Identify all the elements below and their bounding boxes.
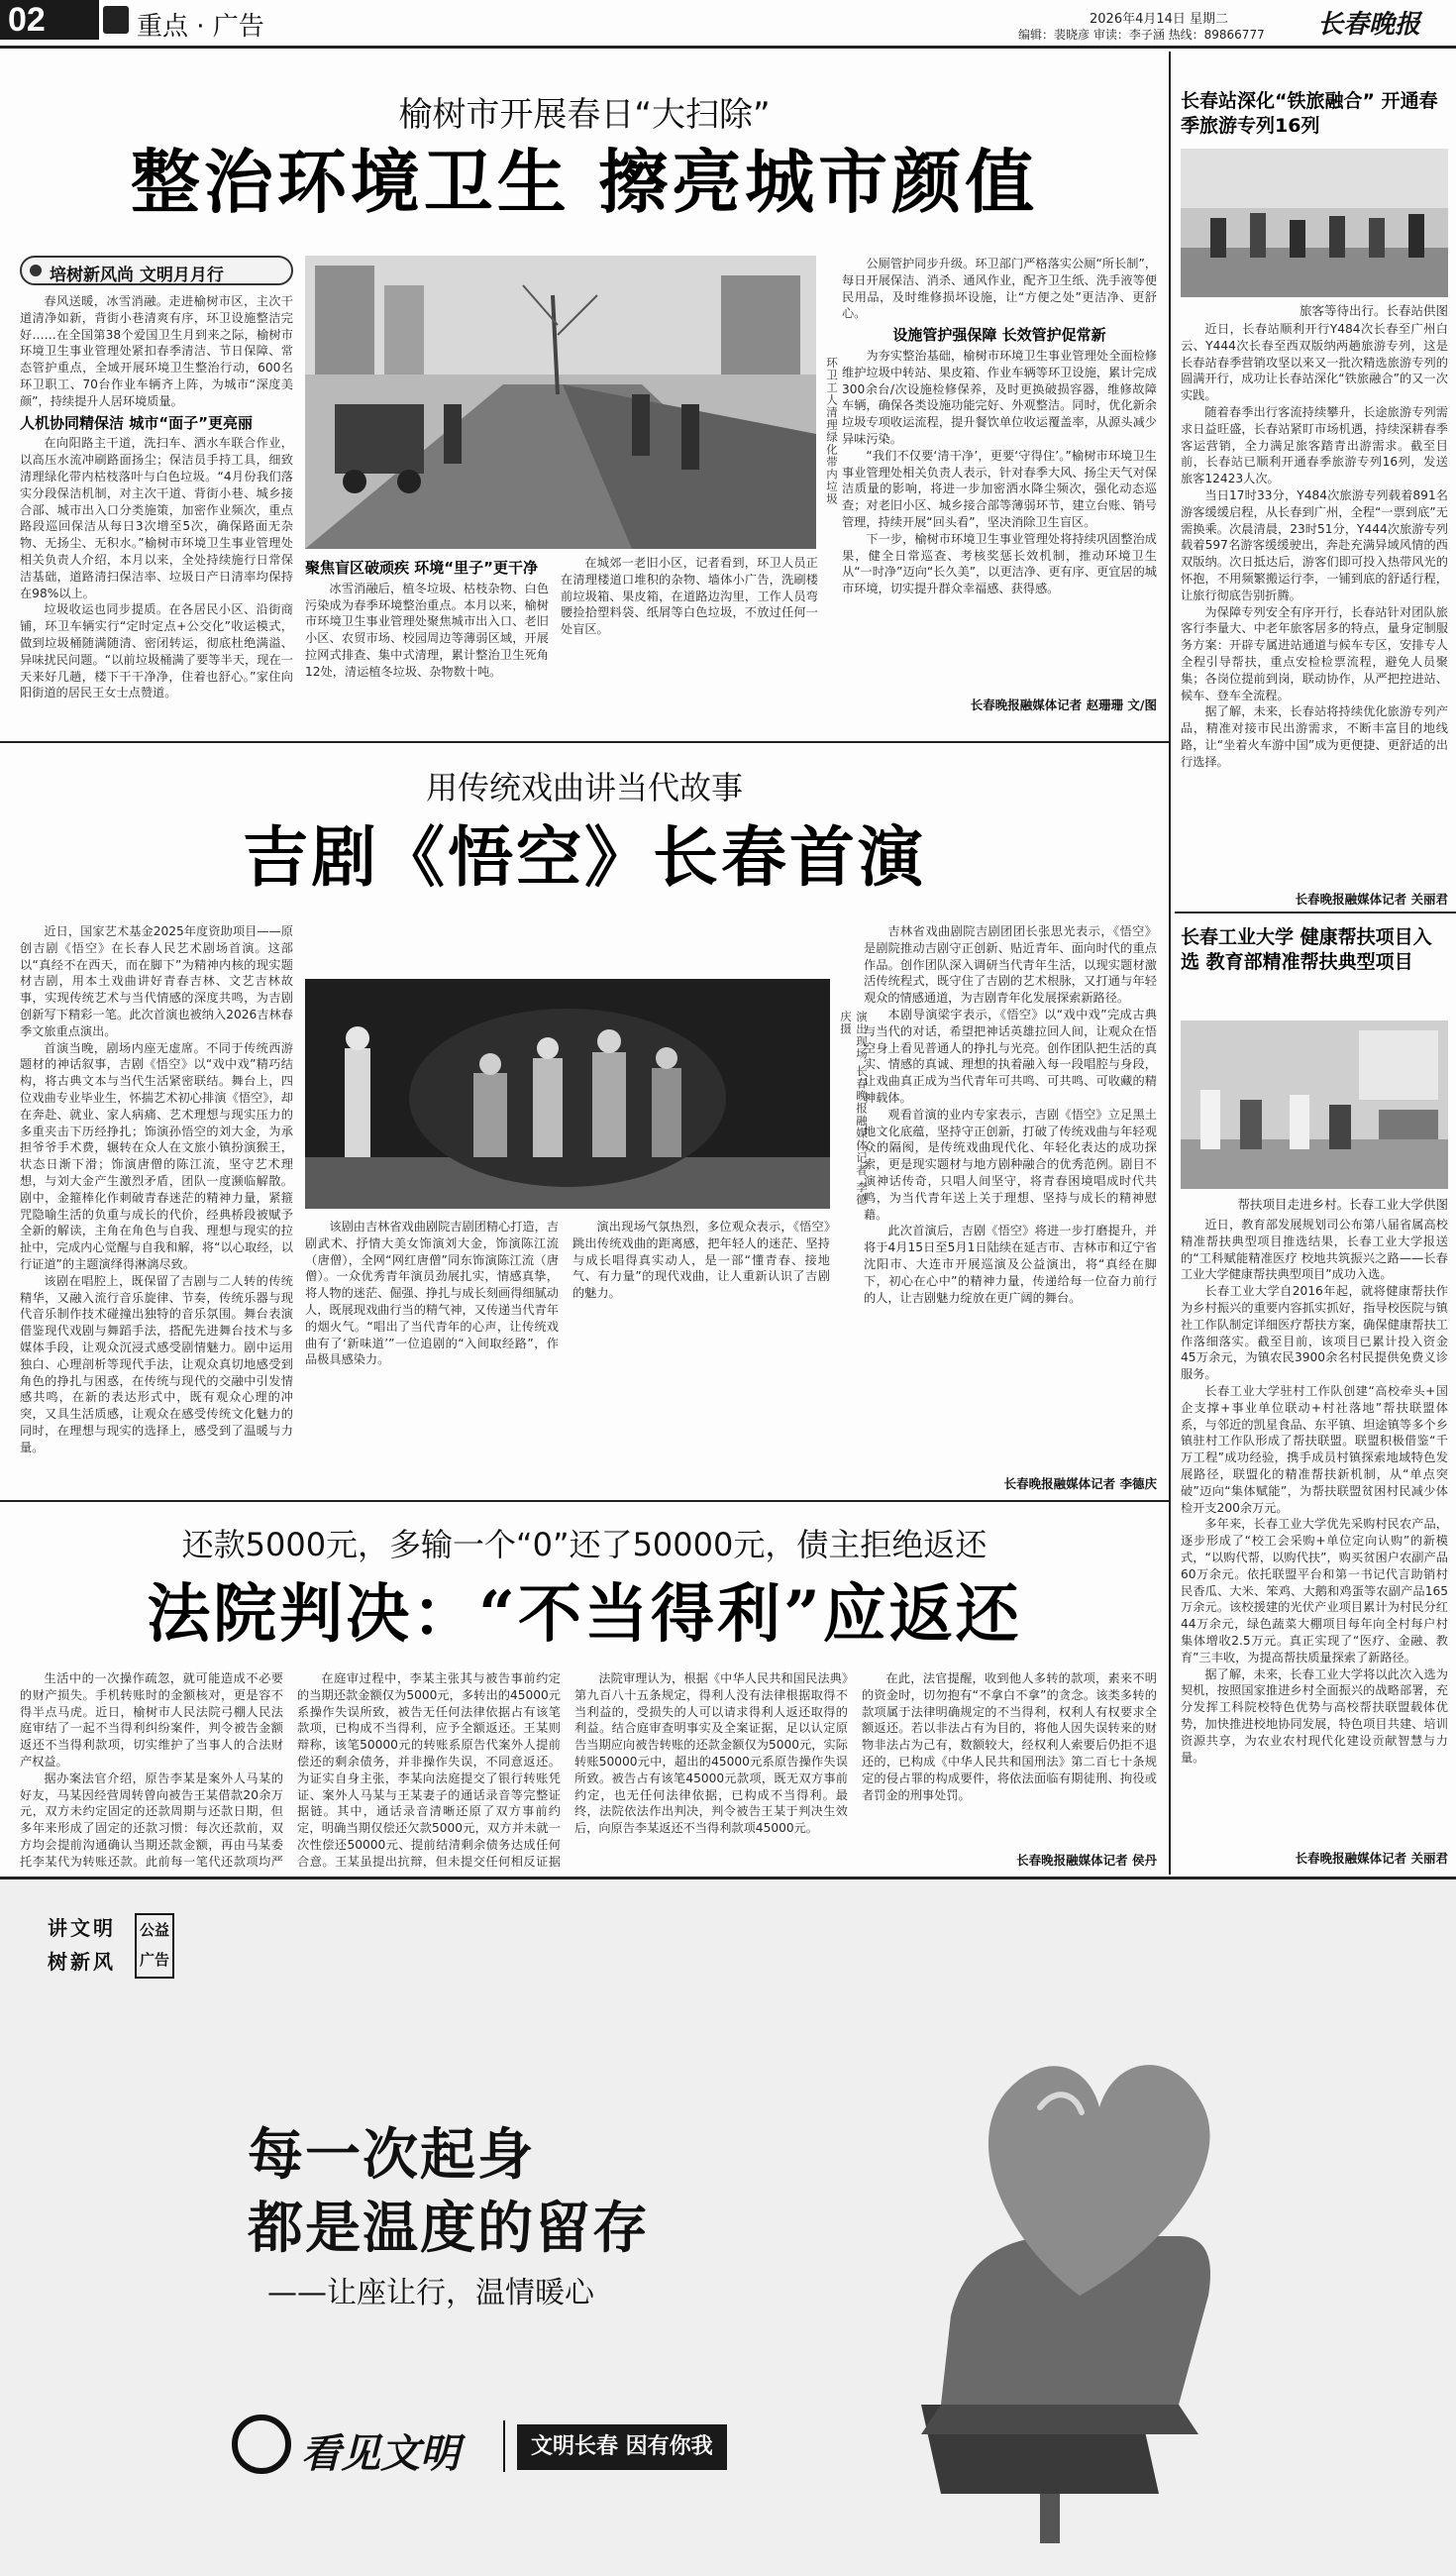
page-number-box bbox=[0, 0, 99, 40]
paragraph: 垃圾收运也同步提质。在各居民小区、沿街商铺，环卫车辆实行“定时定点+公交化”收运模式，做到垃圾桶随满随清、密闭转运，彻底杜绝满溢、异味扰民问题。“以前垃圾桶满了要等半天，现在一天来好几趟，楼下干干净净，住着也舒心。”家住向阳街道的居民王女士点赞道。 bbox=[20, 602, 293, 700]
story2-photo-caption: 演出现场 长春晚报融媒体记者 李德庆摄 bbox=[839, 1011, 869, 1206]
story2-bottom-rule bbox=[0, 1500, 1169, 1502]
paragraph: 在城郊一老旧小区，记者看到，环卫人员正在清理楼道口堆积的杂物、墙体小广告，洗刷楼前垃圾箱、果皮箱，在道路边沟里，工作人员弯腰捡拾塑料袋、纸屑等白色垃圾，不放过任何一处盲区。 bbox=[561, 556, 818, 637]
paragraph: 首演当晚，剧场内座无虚席。不同于传统西游题材的神话叙事，吉剧《悟空》以“戏中戏”精巧结构，将古典文本与当代生活紧密联结。舞台上，四位戏曲专业毕业生，怀揣艺术初心排演《悟空》，却在奔赴、就业、家人病痛、艺术理想与现实压力的多重夹击下历经挣扎；饰演孙悟空的刘大金，为承担爷爷手术费，辗转在众人在文旅小镇扮演猴王，状态日渐下滑；饰演唐僧的陈江流，坚守艺术理想，与刘大金产生激烈矛盾，团队一度濒临解散。剧中，金箍棒化作刺破青春迷茫的精神力量，紧箍咒隐喻生活的负重与成长的代价，经典桥段被赋予全新的解读，主角在角色与自我、理想与现实的拉扯中，完成内心觉醒与自我和解，将“以心取经，以行证道”的主题演绎得淋漓尽致。 bbox=[20, 1040, 293, 1271]
issue-date: 2026年4月14日 星期二 bbox=[1090, 12, 1229, 27]
heart-seat-illustration bbox=[802, 1939, 1357, 2553]
paragraph: 多年来，长春工业大学优先采购村民农产品，逐步形成了“校工会采购+单位定向认购”的新模式，“以购代帮，以购代扶”，购买贫困户农副产品60万余元。依托联盟平台和第一书记代言助销村民香瓜、大米、笨鸡、大鹅和鸡蛋等农副产品165万余元。该校援建的光伏产业项目累计为村民分红44万余元，绿色蔬菜大棚项目每年向全村每户村集体增收2.5万元。真正实现了“医疗、金融、教育”三丰收，为提高帮扶质量探索了新路径。 bbox=[1181, 1517, 1448, 1664]
ad-line2: 都是温度的留存 bbox=[248, 2197, 650, 2261]
paragraph: 在庭审过程中，李某主张其与被告事前约定的当期还款金额仅为5000元，多转出的45000元系操作失误所致，被告无任何法律依据占有该笔款项，已构成不当得利，应予全额返还。王某则辩称，该笔50000元的转账系原告代案外人提前偿还的剩余债务，并非操作失误，不同意返还。为证实自身主张，李某向法庭提交了银行转账凭证、案外人马某与王某妻子的通话录音等完整证据链。其中，通话录音清晰还原了双方事前约定，明确当期仅偿还欠款5000元，双方并未就一次性偿还50000元、提前结清剩余债务达成任何合意。王某虽提出抗辩，但未提交任何相反证据 bbox=[297, 1671, 561, 1869]
station-crowd-illustration bbox=[1181, 149, 1448, 297]
paragraph: 下一步，榆树市环境卫生事业管理处将持续巩固整治成果，健全日常巡查、考核奖惩长效机制，推动环境卫生从“一时净”迈向“长久美”，以更洁净、更有序、更宜居的城市环境，切实提升群众幸福感、获得感。 bbox=[842, 531, 1157, 596]
brand-logo: 长春晚报 bbox=[1317, 10, 1421, 40]
story2-photo bbox=[305, 979, 830, 1209]
badge-label: 培树新风尚 文明月月行 bbox=[50, 266, 224, 285]
paragraph: 生活中的一次操作疏忽，就可能造成不必要的财产损失。手机转账时的金额核对，更是容不得半点马虎。近日，榆树市人民法院弓棚人民法庭审结了一起不当得利纠纷案件，判令被告金额返还不当得利款项，切实维护了当事人的合法财产权益。 bbox=[20, 1671, 283, 1769]
story1-headline: 整治环境卫生 擦亮城市颜值 bbox=[130, 141, 1039, 223]
story3-col4 bbox=[862, 1670, 1157, 1849]
side1-photo bbox=[1181, 149, 1448, 297]
side1-body bbox=[1181, 321, 1448, 886]
paragraph: 观看首演的业内专家表示，吉剧《悟空》立足黑土地文化底蕴，坚持守正创新，打破了传统戏曲与年轻观众的隔阂，是传统戏曲现代化、年轻化表达的成功探索，更是现实题材与地方剧种融合的优秀范例。剧目不演神话传奇，只唱人间坚守，将青春困境唱成时代共鸣，为当代青年送上关于理想、坚持与成长的精神慰藉。 bbox=[864, 1107, 1157, 1222]
paragraph: 吉林省戏曲剧院吉剧团团长张思光表示，《悟空》是剧院推动吉剧守正创新、贴近青年、面向时代的重点作品。创作团队深入调研当代青年生活，以现实题材激活传统程式，既守住了吉剧的艺术根脉，又打通与年轻观众的情感通道，为吉剧青年化发展探索新路径。 bbox=[864, 924, 1157, 1006]
clinic-visit-illustration bbox=[1181, 1020, 1448, 1189]
public-service-ad bbox=[0, 1879, 1456, 2576]
paragraph: 该剧由吉林省戏曲剧院吉剧团精心打造，吉剧武术、抒情大美女饰演刘大金，饰演陈江流（唐僧），全网“网红唐僧”同东饰演陈江流（唐僧）。一众优秀青年演员劲展扎实，情感真挚，将人物的迷茫、倔强、挣扎与成长刻画得细腻动人，既展现戏曲行当的精气神，又传递当代青年的烟火气。“唱出了当代青年的心声，让传统戏曲有了‘新味道’”一位追剧的“入间取经路”，作品极具感染力。 bbox=[305, 1220, 559, 1367]
side1-photo-caption: 旅客等待出行。长春站供图 bbox=[1299, 303, 1448, 318]
story1-photo bbox=[305, 256, 816, 549]
paragraph: 长春工业大学驻村工作队创建“高校牵头+国企支撑+事业单位联动+村社落地”帮扶联盟体系，与邻近的凯星食品、东平镇、坦途镇等多个乡镇驻村工作队形成了帮扶联盟。联盟积极借鉴“千万工程”成功经验，携手成员村镇探索地域特色发展路径，联盟化的精准帮扶新机制，从“单点突破”迈向“集体赋能”，为帮扶联盟贫困村民减少体检开支200余万元。 bbox=[1181, 1383, 1448, 1515]
side2-photo bbox=[1181, 1020, 1448, 1189]
page-number: 02 bbox=[8, 1, 46, 39]
paragraph: 公厕管护同步升级。环卫部门严格落实公厕“所长制”，每日开展保洁、消杀、通风作业，配齐卫生纸、洗手液等便民用品，及时维修损坏设施，让“方便之处”更洁净、更舒心。 bbox=[842, 257, 1157, 321]
story1-col3 bbox=[561, 555, 818, 737]
story1-col2 bbox=[305, 555, 549, 737]
story2-col1 bbox=[20, 923, 293, 1498]
ad-logo-text: 看见文明 bbox=[301, 2430, 460, 2477]
ad-badge-right-2: 广告 bbox=[139, 1951, 169, 1969]
story3-col1 bbox=[20, 1670, 283, 1869]
paragraph: 近日，国家艺术基金2025年度资助项目——原创吉剧《悟空》在长春人民艺术剧场首演。这部以“真经不在西天，而在脚下”为精神内核的现实题材吉剧，用本土戏曲讲好青春吉林、文艺吉林故事，实现传统艺术与当代情感的深度共鸣，为吉剧创新写下精彩一笔。此次首演也被纳入2026吉林春季文旅重点演出。 bbox=[20, 924, 293, 1038]
story2-byline: 长春晚报融媒体记者 李德庆 bbox=[1003, 1476, 1157, 1491]
story1-bottom-rule bbox=[0, 741, 1169, 743]
story1-subhead-3: 设施管护强保障 长效管护促常新 bbox=[892, 326, 1106, 345]
side1-bottom-rule bbox=[1175, 912, 1456, 913]
story2-col4 bbox=[864, 923, 1157, 1468]
story1-byline: 长春晚报融媒体记者 赵珊珊 文/图 bbox=[970, 698, 1157, 712]
ad-line3: ——让座让行，温情暖心 bbox=[267, 2276, 594, 2310]
side1-headline: 长春站深化“铁旅融合” 开通春季旅游专列16列 bbox=[1181, 90, 1438, 137]
side2-body bbox=[1181, 1217, 1448, 1841]
story2-kicker: 用传统戏曲讲当代故事 bbox=[425, 769, 743, 806]
sidebar-divider bbox=[1169, 52, 1171, 1875]
paragraph: 法院审理认为，根据《中华人民共和国民法典》第九百八十五条规定，得利人没有法律根据取得不当利益的，受损失的人可以请求得利人返还取得的利益。结合庭审查明事实及全案证据，足以认定原告当期应向被告转账的还款金额仅为5000元，实际转账50000元中，超出的45000元系原告操作失误所致。被告占有该笔45000元款项，既无双方事前约定，也无任何法律依据，已构成不当得利。最终，法院依法作出判决，判令被告王某于判决生效后，向原告李某返还不当得利款项45000元。 bbox=[574, 1671, 848, 1836]
side2-byline: 长春晚报融媒体记者 关丽君 bbox=[1295, 1851, 1448, 1866]
side1-byline: 长春晚报融媒体记者 关丽君 bbox=[1295, 892, 1448, 907]
header-rule bbox=[0, 46, 1456, 49]
paragraph: 本剧导演梁宇表示，《悟空》以“戏中戏”完成古典与当代的对话，希望把神话英雄拉回人间，让观众在悟空身上看见普通人的挣扎与光亮。创作团队把生活的真实、情感的真诚、理想的执着融入每一段唱腔与身段，让戏曲真正成为当代青年可共鸣、可共鸣、可收藏的精神载体。 bbox=[864, 1007, 1157, 1105]
paragraph: 冰雪消融后，植冬垃圾、枯枝杂物、白色污染成为春季环境整治重点。本月以来，榆树市环境卫生事业管理处聚焦城市出入口、老旧小区、农贸市场、校园周边等薄弱区域，开展拉网式排查、集中式清理，累计整治卫生死角12处，清运植冬垃圾、杂物数十吨。 bbox=[305, 581, 549, 679]
story3-byline: 长春晚报融媒体记者 侯丹 bbox=[1016, 1853, 1157, 1868]
ad-badge-right bbox=[135, 1913, 174, 1979]
paragraph: 当日17时33分，Y484次旅游专列载着891名游客缓缓启程，从长春到广州，全程“一票到底”无需换乘。次晨清晨，23时51分，Y444次旅游专列载着597名游客缓缓驶出，奔赴充满异域风情的西双版纳。次日抵达后，游客们即可投入热带风光的怀抱，不用频繁搬运行李，一铺到底的舒适行程，让旅行彻底告别折腾。 bbox=[1181, 487, 1448, 602]
story1-subhead-2: 聚焦盲区破顽疾 环境“里子”更干净 bbox=[305, 559, 538, 577]
ad-badge-right-1: 公益 bbox=[139, 1921, 169, 1939]
paragraph: 该剧在唱腔上，既保留了吉剧与二人转的传统精华，又融入流行音乐旋律、节奏，传统乐器与现代音乐制作技术碰撞出独特的音乐氛围。舞台表演借鉴现代戏剧与舞蹈手法，搭配先进舞台技术与多媒体手段，让观众沉浸式感受剧情魅力。剧中运用独白、心理剖析等现代手法，让观众真切地感受到角色的挣扎与困惑，在传统与现代的交融中引发情感共鸣，在新的表达形式中，既有观众心理的冲突，又具生活质感，让观众在感受传统文化魅力的同时，在理想与现实的选择上，感受到了温暖与力量。 bbox=[20, 1273, 293, 1454]
street-cleaning-illustration bbox=[305, 256, 816, 549]
side2-headline: 长春工业大学 健康帮扶项目入选 教育部精准帮扶典型项目 bbox=[1181, 926, 1432, 973]
story3-col2 bbox=[297, 1670, 561, 1869]
story1-subhead-1: 人机协同精保洁 城市“面子”更亮丽 bbox=[20, 413, 253, 432]
ad-line1: 每一次起身 bbox=[248, 2123, 535, 2188]
story2-col2 bbox=[305, 1219, 559, 1498]
story1-photo-caption: 环卫工人清理绿化带内垃圾 bbox=[825, 357, 839, 505]
paragraph: 在此，法官提醒，收到他人多转的款项，素来不明的资金时，切勿抱有“不拿白不拿”的贪念。该类多转的款项属于法律明确规定的不当得利，权利人有权要求全额返还。若以非法占有为目的，将他人因失误转来的财物非法占为己有，数额较大，经权利人索要后仍拒不退还的，已构成《中华人民共和国刑法》第二百七十条规定的侵占罪的构成要件，将依法面临有期徒刑、拘役或者罚金的刑事处罚。 bbox=[862, 1671, 1157, 1802]
opera-stage-illustration bbox=[305, 979, 830, 1209]
paragraph: 据了解，未来，长春工业大学将以此次入选为契机，按照国家推进乡村全面振兴的战略部署，充分发挥工科院校特色优势与高校帮扶联盟载体优势，加快推进校地协同发展，特色项目共建、培训资源共享，为农业农村现代化建设贡献智慧与力量。 bbox=[1181, 1666, 1448, 1765]
section-icon bbox=[103, 6, 129, 34]
badge-dot-icon bbox=[30, 265, 42, 276]
paragraph: 近日，长春站顺利开行Y484次长春至广州白云、Y444次长春至西双版纳两趟旅游专列，这是长春站春季营销攻坚以来又一批次精选旅游专列的圆满开行，成功让长春站深化“铁旅融合”的又一次实践。 bbox=[1181, 322, 1448, 403]
story3-kicker: 还款5000元，多输一个“0”还了50000元，债主拒绝返还 bbox=[181, 1526, 988, 1563]
paragraph: 为夯实整治基础，榆树市环境卫生事业管理处全面检修维护垃圾中转站、果皮箱、作业车辆等环卫设施，累计完成300余台/次设施检修保养，及时更换破损容器，维修故障车辆，确保各类设施功能完好、外观整洁。同时，优化新余垃圾专项收运流程，提升餐饮单位收运覆盖率，从源头减少异味污染。 bbox=[842, 348, 1157, 446]
ad-badge-left: 讲文明 树新风 bbox=[48, 1916, 116, 1974]
paragraph: 演出现场气氛热烈，多位观众表示，《悟空》跳出传统戏曲的距离感，把年轻人的迷茫、坚持与成长唱得真实动人，是一部“懂青春、接地气、有力量”的现代戏曲，让人重新认识了吉剧的魅力。 bbox=[572, 1220, 830, 1301]
paragraph: 近日，教育部发展规划司公布第八届省属高校精准帮扶典型项目推选结果，长春工业大学报送的“工科赋能精准医疗 校地共筑振兴之路——长春工业大学健康帮扶典型项目”成功入选。 bbox=[1181, 1218, 1448, 1282]
story1-kicker: 榆树市开展春日“大扫除” bbox=[398, 95, 771, 135]
editor-line: 编辑：裴晓彦 审读：李子涵 热线：89866777 bbox=[1018, 28, 1265, 42]
story3-col3 bbox=[574, 1670, 848, 1869]
ad-slogan: 文明长春 因有你我 bbox=[517, 2424, 727, 2470]
paragraph: 随着春季出行客流持续攀升，长途旅游专列需求日益旺盛，长春站紧盯市场机遇，持续深耕春季客运营销，全力满足旅客踏青出游需求。截至目前，长春站已顺利开通春季旅游专列16列，发送旅客12423人次。 bbox=[1181, 404, 1448, 486]
story2-col3 bbox=[572, 1219, 830, 1498]
paragraph: 为保障专列安全有序开行，长春站针对团队旅客行李量大、中老年旅客居多的特点，量身定制服务方案：开辟专属进站通道与候车专区，安排专人全程引导帮扶，重点安检检票流程，避免人员聚集；各岗位提前到岗，联动协作，从严把控进站、候车、登车全流程。 bbox=[1181, 604, 1448, 702]
ad-logo-mark bbox=[232, 2415, 291, 2474]
story2-headline: 吉剧《悟空》长春首演 bbox=[243, 818, 926, 896]
story1-badge bbox=[20, 256, 293, 285]
story1-col4 bbox=[842, 256, 1157, 692]
section-title: 重点 · 广告 bbox=[137, 12, 264, 42]
story1-col1 bbox=[20, 293, 293, 737]
ad-logo-divider bbox=[503, 2420, 505, 2472]
paragraph: 春风送暖，冰雪消融。走进榆树市区，主次干道清净如新，背街小巷清爽有序，环卫设施整洁完好……在全国第38个爱国卫生月到来之际，榆树市环境卫生事业管理处紧扣春季清洁、节日保障、常态管护重点，全域开展环境卫生整治行动，600名环卫职工、70台作业车辆齐上阵，为城市“深度美颜”，持续提升人居环境质量。 bbox=[20, 294, 293, 408]
paragraph: 长春工业大学自2016年起，就将健康帮扶作为乡村振兴的重要内容抓实抓好，指导校医院与镇社工作队制定详细医疗帮扶方案，确保健康帮扶工作落细落实。截至目前，该项目已累计投入资金45万余元，为镇农民3900余名村民提供免费义诊服务。 bbox=[1181, 1284, 1448, 1382]
paragraph: “我们不仅要‘清干净’，更要‘守得住’。”榆树市环境卫生事业管理处相关负责人表示，针对春季大风、扬尘天气对保洁质量的影响，将进一步加密洒水降尘频次，强化动态巡查；对老旧小区、城乡接合部等薄弱环节，建立台账、销号管理，持续开展“回头看”，坚决消除卫生盲区。 bbox=[842, 448, 1157, 529]
story3-headline: 法院判决：“不当得利”应返还 bbox=[147, 1577, 1022, 1652]
paragraph: 据办案法官介绍，原告李某是案外人马某的好友，马某因经营周转曾向被告王某借款20余万元，双方未约定固定的还款周期与还款日期，但多年来形成了固定的还款习惯：每次还款前，双方均会提前沟通确认当期还款金额，再由马某委托李某代为转账还款。此前每一笔代还款项均严 bbox=[20, 1771, 283, 1869]
paragraph: 据了解，未来，长春站将持续优化旅游专列产品，精准对接市民出游需求，不断丰富目的地线路，让“坐着火车游中国”成为更便捷、更舒适的出行选择。 bbox=[1181, 704, 1448, 769]
side2-photo-caption: 帮扶项目走进乡村。长春工业大学供图 bbox=[1237, 1197, 1448, 1212]
paragraph: 此次首演后，吉剧《悟空》将进一步打磨提升，并将于4月15日至5月1日陆续在延吉市、吉林市和辽宁省沈阳市、大连市开展巡演及公益演出，将“真经在脚下，初心在心中”的精神力量，传递给每一位奋力前行的人，让吉剧魅力绽放在更广阔的舞台。 bbox=[864, 1224, 1157, 1305]
paragraph: 在向阳路主干道，洗扫车、洒水车联合作业，以高压水流冲刷路面扬尘；保洁员手持工具，细致清理绿化带内枯枝落叶与白色垃圾。“4月份我们落实分段保洁机制，对主次干道、背街小巷、城乡接合部、城市出入口分类施策，加密作业频次，重点路段巡回保洁从每日3次增至5次，确保路面无杂物、无扬尘、无积水。”榆树市环境卫生事业管理处相关负责人介绍，本月以来，全处持续施行日常保洁基础，道路清扫保洁率、垃圾日产日清率均保持在98%以上。 bbox=[20, 436, 293, 600]
